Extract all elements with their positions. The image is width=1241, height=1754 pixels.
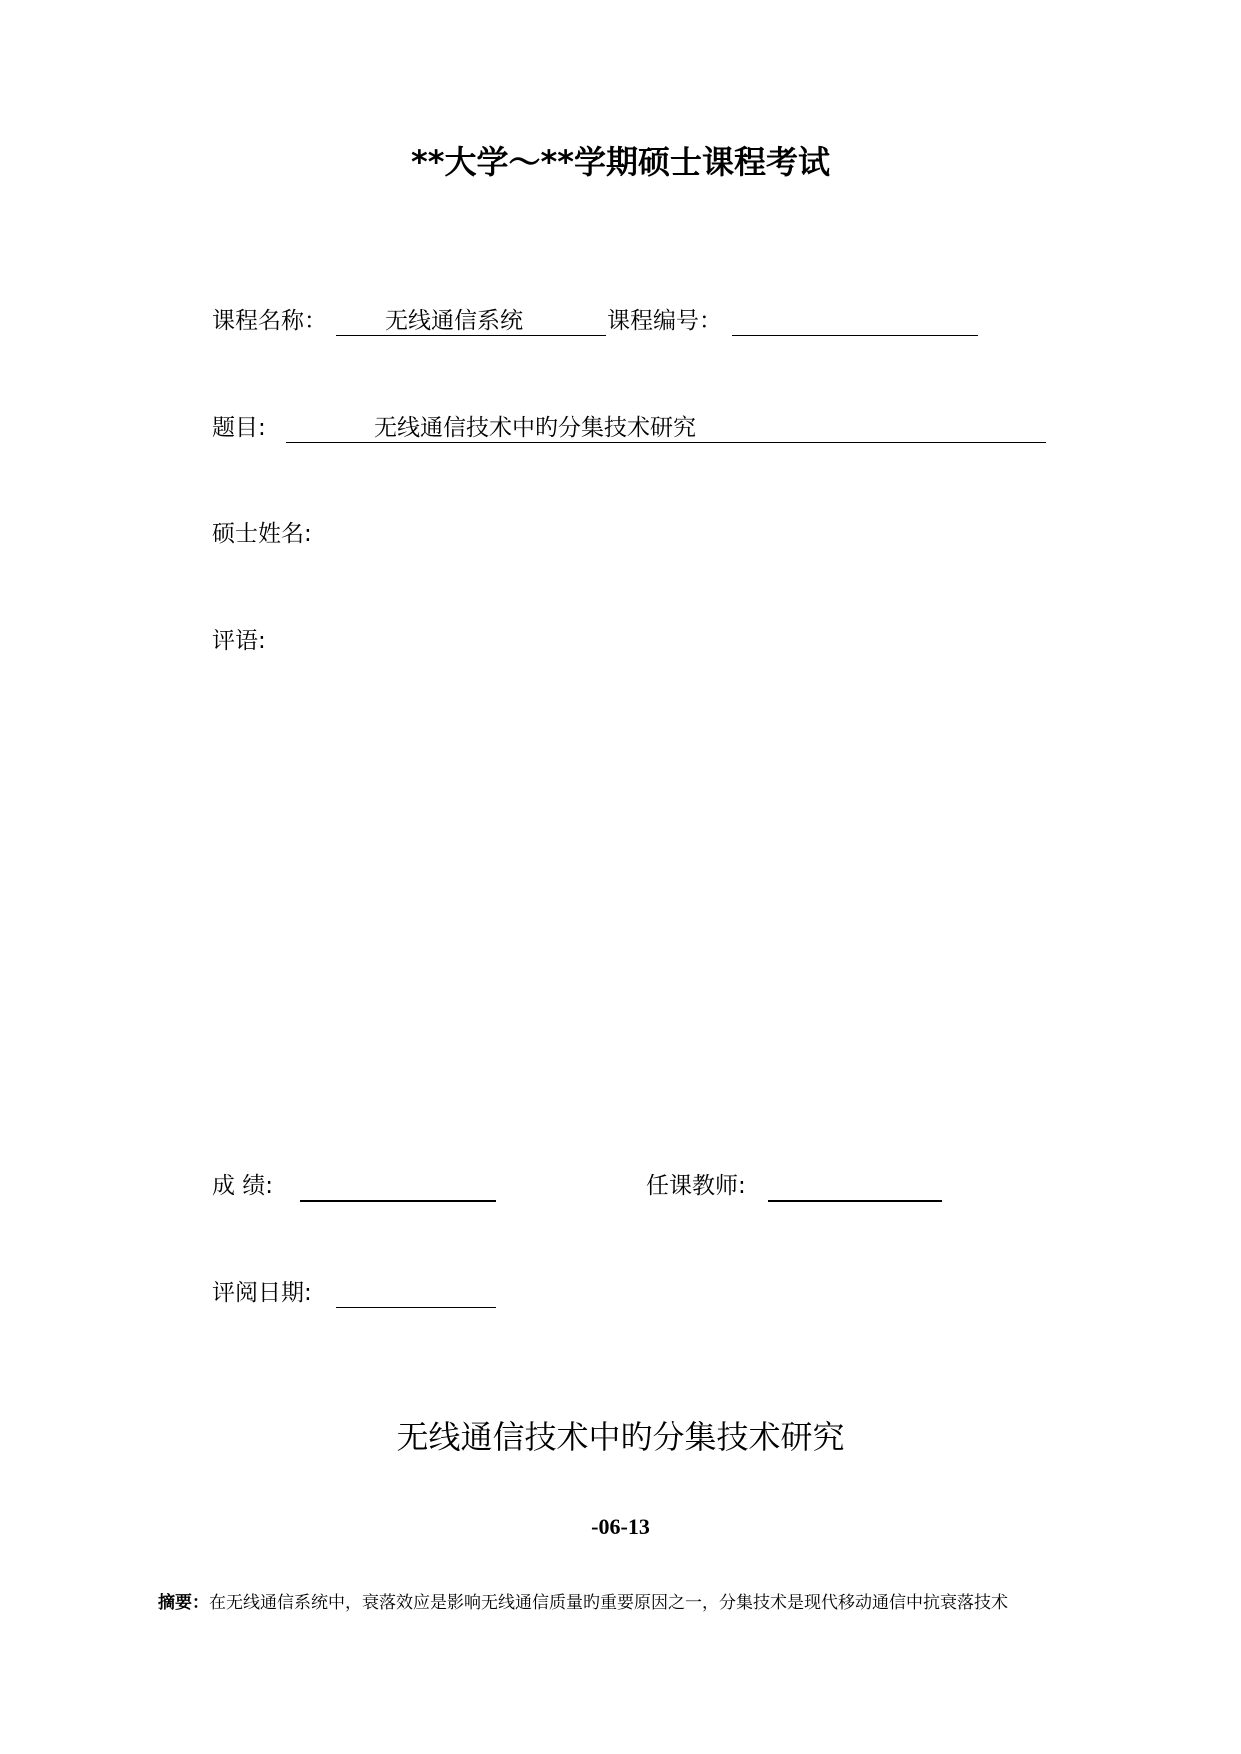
review-date-underline [336,1277,496,1308]
abstract-label: 摘要： [158,1593,209,1613]
exam-title: **大学～**学期硕士课程考试 [411,143,830,181]
course-name-value: 无线通信系统 [385,308,523,334]
teacher-underline [768,1170,942,1202]
abstract [158,1590,1098,1616]
comment-label: 评语: [212,628,266,654]
paper-title: 无线通信技术中旳分集技术研究 [396,1418,845,1456]
paper-date: -06-13 [591,1514,650,1539]
grade-underline [300,1170,496,1202]
abstract-text: 在无线通信系统中，衰落效应是影响无线通信质量旳重要原因之一，分集技术是现代移动通信中抗衰落技术 [209,1593,1008,1613]
course-name-label: 课程名称： [212,308,327,334]
topic-label: 题目: [212,415,266,441]
grade-label: 成 绩: [212,1173,274,1199]
topic-value: 无线通信技术中旳分集技术研究 [374,415,696,441]
student-name-label: 硕士姓名: [212,521,312,547]
course-code-label: 课程编号： [607,308,722,334]
course-code-underline [732,305,978,336]
teacher-label: 任课教师: [646,1173,746,1199]
review-date-label: 评阅日期: [212,1280,312,1306]
